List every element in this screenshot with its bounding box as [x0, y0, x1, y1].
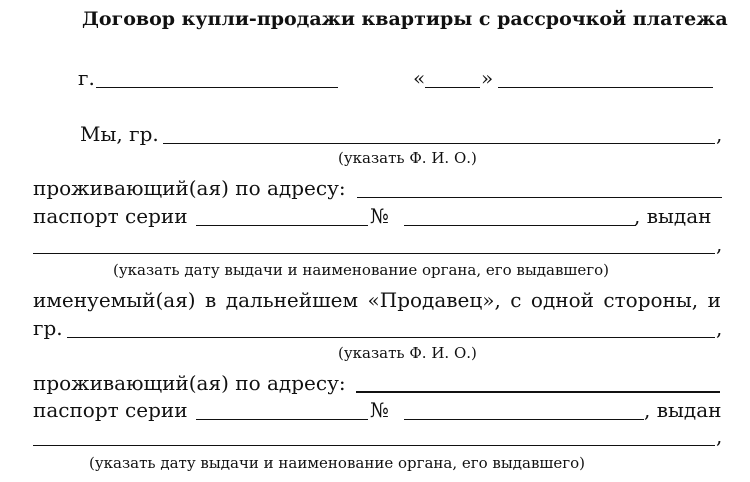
date-quote-close: » [481, 66, 494, 90]
party1-fio-hint: (указать Ф. И. О.) [338, 149, 477, 167]
party2-fio-comma: , [716, 316, 723, 340]
party1-issue-comma: , [716, 232, 723, 256]
seller-designation [33, 290, 721, 310]
seller-word: с [510, 288, 522, 312]
party2-issue-field[interactable] [33, 445, 715, 446]
party2-address-label: проживающий(ая) по адресу: [33, 371, 346, 395]
seller-word: «Продавец», [367, 288, 501, 312]
party2-passport-label: паспорт серии [33, 398, 188, 422]
party1-issued-label: , выдан [634, 204, 712, 228]
date-day-field[interactable] [425, 87, 480, 88]
date-month-year-field[interactable] [498, 87, 713, 88]
party2-fio-field[interactable] [67, 337, 715, 338]
party2-fio-hint: (указать Ф. И. О.) [338, 344, 477, 362]
party1-number-sign: № [370, 204, 389, 228]
seller-word: одной [530, 288, 594, 312]
party1-address-field[interactable] [357, 197, 722, 198]
date-quote-open: « [413, 66, 426, 90]
document-title: Договор купли-продажи квартиры с рассрочкой платежа [82, 8, 728, 30]
party1-issue-hint: (указать дату выдачи и наименование органа, его выдавшего) [113, 261, 609, 279]
city-label: г. [78, 66, 95, 90]
party1-fio-field[interactable] [163, 143, 715, 144]
party2-number-sign: № [370, 398, 389, 422]
party1-address-label: проживающий(ая) по адресу: [33, 176, 346, 200]
party2-address-field[interactable] [356, 391, 720, 393]
party2-passport-series-field[interactable] [196, 419, 368, 420]
city-field[interactable] [96, 87, 338, 88]
party1-passport-label: паспорт серии [33, 204, 188, 228]
seller-word: дальнейшем [225, 288, 359, 312]
seller-word: и [707, 288, 721, 312]
party1-passport-number-field[interactable] [404, 225, 636, 226]
we-label: Мы, гр. [80, 122, 159, 146]
party1-passport-series-field[interactable] [196, 225, 368, 226]
seller-word: стороны, [603, 288, 699, 312]
seller-word: именуемый(ая) [33, 288, 196, 312]
party2-passport-number-field[interactable] [404, 419, 644, 420]
party2-issued-label: , выдан [644, 398, 722, 422]
party2-citizen-label: гр. [33, 316, 63, 340]
party2-issue-hint: (указать дату выдачи и наименование органа, его выдавшего) [89, 454, 585, 472]
seller-word: в [205, 288, 217, 312]
party1-issue-field[interactable] [33, 253, 715, 254]
party1-fio-comma: , [716, 122, 723, 146]
party2-issue-comma: , [716, 424, 723, 448]
